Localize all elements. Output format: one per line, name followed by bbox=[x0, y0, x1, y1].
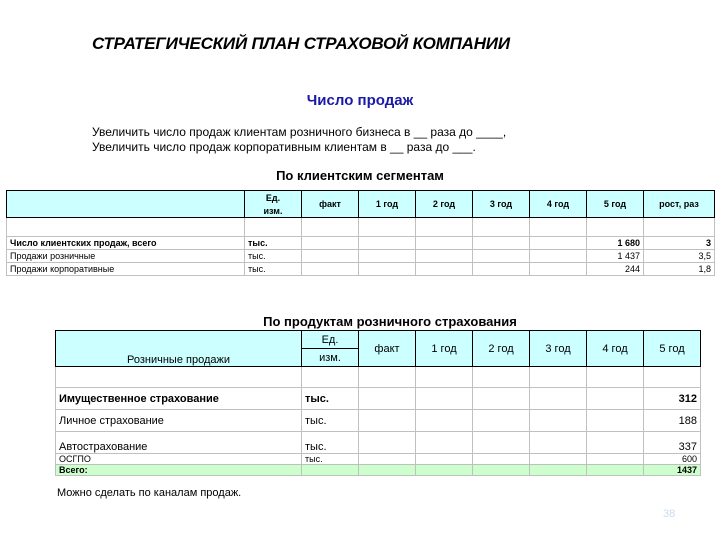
table-row-total bbox=[56, 465, 701, 476]
segments-col-header: 4 год bbox=[530, 191, 587, 218]
segments-unit-header: изм. bbox=[245, 204, 302, 218]
products-header-row bbox=[56, 331, 701, 349]
page-title: СТРАТЕГИЧЕСКИЙ ПЛАН СТРАХОВОЙ КОМПАНИИ bbox=[92, 34, 510, 53]
row-growth: 3 bbox=[644, 237, 715, 250]
row-label: Личное страхование bbox=[56, 410, 302, 432]
row-year5: 1437 bbox=[644, 465, 701, 476]
page-number: 38 bbox=[663, 508, 676, 520]
row-label: Число клиентских продаж, всего bbox=[7, 237, 245, 250]
row-label: ОСГПО bbox=[56, 454, 302, 465]
section-title: Число продаж bbox=[306, 92, 414, 109]
row-unit: тыс. bbox=[245, 250, 302, 263]
products-unit-header: Ед. bbox=[302, 331, 359, 349]
segments-spacer-row bbox=[7, 218, 715, 237]
table-row bbox=[56, 410, 701, 432]
row-label: Всего: bbox=[56, 465, 302, 476]
row-unit: тыс. bbox=[245, 237, 302, 250]
row-year5: 188 bbox=[644, 410, 701, 432]
row-growth: 3,5 bbox=[644, 250, 715, 263]
products-col-header: 3 год bbox=[530, 331, 587, 367]
segments-col-header: факт bbox=[302, 191, 359, 218]
table-row bbox=[56, 454, 701, 465]
segments-col-header: 3 год bbox=[473, 191, 530, 218]
segments-heading: По клиентским сегментам bbox=[276, 168, 444, 183]
products-unit-header: изм. bbox=[302, 349, 359, 367]
segments-col-header: 1 год bbox=[359, 191, 416, 218]
row-unit: тыс. bbox=[245, 263, 302, 276]
products-col-header: 5 год bbox=[644, 331, 701, 367]
products-spacer-row bbox=[56, 367, 701, 388]
table-row bbox=[7, 237, 715, 250]
row-label: Продажи корпоративные bbox=[7, 263, 245, 276]
row-label: Автострахование bbox=[56, 432, 302, 454]
segments-table bbox=[6, 190, 715, 276]
segments-unit-header: Ед. bbox=[245, 191, 302, 205]
row-growth: 1,8 bbox=[644, 263, 715, 276]
products-table bbox=[55, 330, 701, 476]
footnote: Можно сделать по каналам продаж. bbox=[57, 487, 242, 499]
products-col-header: факт bbox=[359, 331, 416, 367]
table-row bbox=[56, 432, 701, 454]
table-row bbox=[7, 263, 715, 276]
goal-corporate: Увеличить число продаж корпоративным клиентам в __ раза до ___. bbox=[92, 140, 476, 154]
segments-header-blank bbox=[7, 191, 245, 218]
products-col-header: 4 год bbox=[587, 331, 644, 367]
products-col-header: 2 год bbox=[473, 331, 530, 367]
row-unit: тыс. bbox=[302, 432, 359, 454]
segments-header-row bbox=[7, 191, 715, 205]
row-label: Имущественное страхование bbox=[56, 388, 302, 410]
row-year5: 1 680 bbox=[587, 237, 644, 250]
row-year5: 244 bbox=[587, 263, 644, 276]
segments-col-header: 2 год bbox=[416, 191, 473, 218]
row-year5: 600 bbox=[644, 454, 701, 465]
row-year5: 312 bbox=[644, 388, 701, 410]
row-unit: тыс. bbox=[302, 410, 359, 432]
table-row bbox=[7, 250, 715, 263]
row-year5: 337 bbox=[644, 432, 701, 454]
row-unit bbox=[302, 465, 359, 476]
row-unit: тыс. bbox=[302, 454, 359, 465]
products-header-label: Розничные продажи bbox=[56, 331, 302, 367]
goal-retail: Увеличить число продаж клиентам розничного бизнеса в __ раза до ____, bbox=[92, 125, 507, 139]
segments-col-header: 5 год bbox=[587, 191, 644, 218]
products-col-header: 1 год bbox=[416, 331, 473, 367]
row-year5: 1 437 bbox=[587, 250, 644, 263]
row-label: Продажи розничные bbox=[7, 250, 245, 263]
products-heading: По продуктам розничного страхования bbox=[263, 314, 517, 329]
segments-col-header: рост, раз bbox=[644, 191, 715, 218]
row-unit: тыс. bbox=[302, 388, 359, 410]
table-row bbox=[56, 388, 701, 410]
